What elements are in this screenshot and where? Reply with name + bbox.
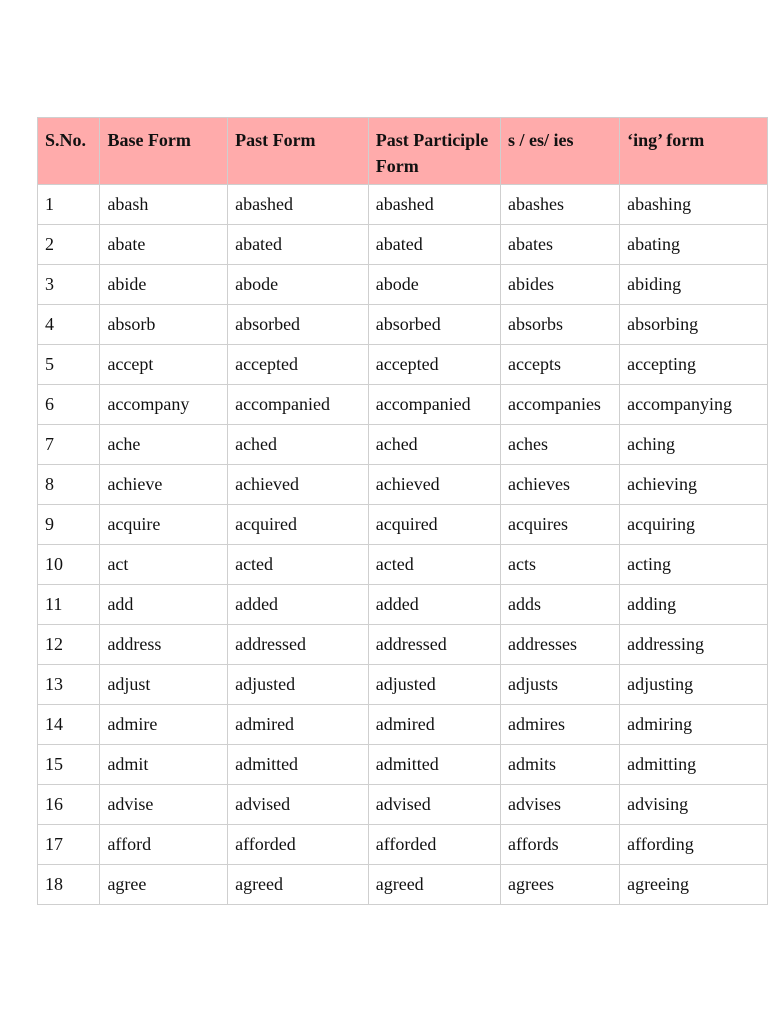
cell-past-participle: absorbed: [368, 305, 500, 345]
cell-past-form: advised: [228, 785, 369, 825]
cell-s-es-ies: abashes: [500, 185, 619, 225]
table-row: [38, 625, 768, 665]
cell-past-form: afforded: [228, 825, 369, 865]
cell-past-form: agreed: [228, 865, 369, 905]
cell-s-es-ies: advises: [500, 785, 619, 825]
table-row: [38, 385, 768, 425]
cell-s-es-ies: aches: [500, 425, 619, 465]
cell-base-form: advise: [100, 785, 228, 825]
cell-past-form: abode: [228, 265, 369, 305]
cell-ing-form: adjusting: [620, 665, 768, 705]
cell-base-form: address: [100, 625, 228, 665]
cell-past-participle: afforded: [368, 825, 500, 865]
cell-past-participle: addressed: [368, 625, 500, 665]
cell-sno: 5: [38, 345, 100, 385]
cell-ing-form: addressing: [620, 625, 768, 665]
cell-ing-form: abating: [620, 225, 768, 265]
cell-past-participle: admitted: [368, 745, 500, 785]
cell-sno: 14: [38, 705, 100, 745]
table-row: [38, 545, 768, 585]
cell-sno: 4: [38, 305, 100, 345]
cell-base-form: agree: [100, 865, 228, 905]
cell-s-es-ies: admits: [500, 745, 619, 785]
cell-ing-form: absorbing: [620, 305, 768, 345]
cell-past-form: acquired: [228, 505, 369, 545]
cell-ing-form: abashing: [620, 185, 768, 225]
table-row: [38, 185, 768, 225]
cell-past-participle: ached: [368, 425, 500, 465]
cell-base-form: accept: [100, 345, 228, 385]
cell-s-es-ies: abates: [500, 225, 619, 265]
header-sno: S.No.: [38, 118, 100, 185]
cell-ing-form: agreeing: [620, 865, 768, 905]
cell-past-participle: abashed: [368, 185, 500, 225]
cell-base-form: afford: [100, 825, 228, 865]
cell-base-form: achieve: [100, 465, 228, 505]
table-row: [38, 585, 768, 625]
cell-ing-form: accompanying: [620, 385, 768, 425]
table-body: [38, 185, 768, 905]
cell-base-form: abate: [100, 225, 228, 265]
cell-ing-form: admiring: [620, 705, 768, 745]
cell-ing-form: advising: [620, 785, 768, 825]
cell-s-es-ies: achieves: [500, 465, 619, 505]
cell-s-es-ies: affords: [500, 825, 619, 865]
cell-ing-form: acting: [620, 545, 768, 585]
cell-past-participle: added: [368, 585, 500, 625]
cell-past-participle: abode: [368, 265, 500, 305]
cell-s-es-ies: abides: [500, 265, 619, 305]
table-row: [38, 465, 768, 505]
cell-ing-form: acquiring: [620, 505, 768, 545]
verb-forms-table: [37, 117, 768, 905]
cell-past-participle: accompanied: [368, 385, 500, 425]
cell-s-es-ies: admires: [500, 705, 619, 745]
cell-ing-form: aching: [620, 425, 768, 465]
cell-s-es-ies: adjusts: [500, 665, 619, 705]
cell-ing-form: adding: [620, 585, 768, 625]
cell-sno: 17: [38, 825, 100, 865]
cell-base-form: admire: [100, 705, 228, 745]
cell-sno: 10: [38, 545, 100, 585]
table-header-row: [38, 118, 768, 185]
cell-sno: 16: [38, 785, 100, 825]
cell-past-form: admitted: [228, 745, 369, 785]
cell-past-form: acted: [228, 545, 369, 585]
table-row: [38, 425, 768, 465]
cell-sno: 12: [38, 625, 100, 665]
cell-past-participle: advised: [368, 785, 500, 825]
cell-s-es-ies: addresses: [500, 625, 619, 665]
cell-past-participle: admired: [368, 705, 500, 745]
cell-base-form: abash: [100, 185, 228, 225]
cell-s-es-ies: agrees: [500, 865, 619, 905]
cell-sno: 2: [38, 225, 100, 265]
cell-ing-form: accepting: [620, 345, 768, 385]
cell-past-form: abated: [228, 225, 369, 265]
cell-sno: 13: [38, 665, 100, 705]
cell-s-es-ies: absorbs: [500, 305, 619, 345]
cell-ing-form: achieving: [620, 465, 768, 505]
cell-base-form: act: [100, 545, 228, 585]
header-ing-form: ‘ing’ form: [620, 118, 768, 185]
cell-base-form: admit: [100, 745, 228, 785]
cell-s-es-ies: adds: [500, 585, 619, 625]
header-s-es-ies: s / es/ ies: [500, 118, 619, 185]
cell-sno: 7: [38, 425, 100, 465]
cell-sno: 1: [38, 185, 100, 225]
cell-past-participle: acquired: [368, 505, 500, 545]
table-row: [38, 865, 768, 905]
cell-s-es-ies: acquires: [500, 505, 619, 545]
cell-past-form: addressed: [228, 625, 369, 665]
table-row: [38, 665, 768, 705]
cell-past-form: absorbed: [228, 305, 369, 345]
cell-past-form: achieved: [228, 465, 369, 505]
cell-s-es-ies: acts: [500, 545, 619, 585]
cell-base-form: abide: [100, 265, 228, 305]
cell-past-form: admired: [228, 705, 369, 745]
cell-s-es-ies: accepts: [500, 345, 619, 385]
cell-sno: 9: [38, 505, 100, 545]
cell-past-form: abashed: [228, 185, 369, 225]
cell-ing-form: affording: [620, 825, 768, 865]
cell-sno: 11: [38, 585, 100, 625]
cell-past-form: ached: [228, 425, 369, 465]
cell-sno: 6: [38, 385, 100, 425]
table-row: [38, 225, 768, 265]
table-row: [38, 825, 768, 865]
header-base-form: Base Form: [100, 118, 228, 185]
cell-base-form: adjust: [100, 665, 228, 705]
cell-s-es-ies: accompanies: [500, 385, 619, 425]
table-row: [38, 505, 768, 545]
cell-base-form: add: [100, 585, 228, 625]
cell-past-participle: agreed: [368, 865, 500, 905]
table-row: [38, 305, 768, 345]
cell-base-form: accompany: [100, 385, 228, 425]
cell-ing-form: abiding: [620, 265, 768, 305]
table-row: [38, 705, 768, 745]
cell-ing-form: admitting: [620, 745, 768, 785]
cell-sno: 15: [38, 745, 100, 785]
cell-sno: 18: [38, 865, 100, 905]
cell-past-form: accompanied: [228, 385, 369, 425]
table-row: [38, 345, 768, 385]
cell-sno: 8: [38, 465, 100, 505]
table-row: [38, 785, 768, 825]
cell-past-form: accepted: [228, 345, 369, 385]
cell-past-form: adjusted: [228, 665, 369, 705]
cell-base-form: acquire: [100, 505, 228, 545]
table-row: [38, 265, 768, 305]
cell-base-form: ache: [100, 425, 228, 465]
cell-past-participle: acted: [368, 545, 500, 585]
table-row: [38, 745, 768, 785]
cell-past-participle: accepted: [368, 345, 500, 385]
cell-sno: 3: [38, 265, 100, 305]
cell-past-participle: achieved: [368, 465, 500, 505]
cell-past-form: added: [228, 585, 369, 625]
cell-past-participle: adjusted: [368, 665, 500, 705]
cell-past-participle: abated: [368, 225, 500, 265]
cell-base-form: absorb: [100, 305, 228, 345]
header-past-participle-form: Past Participle Form: [368, 118, 500, 185]
header-past-form: Past Form: [228, 118, 369, 185]
